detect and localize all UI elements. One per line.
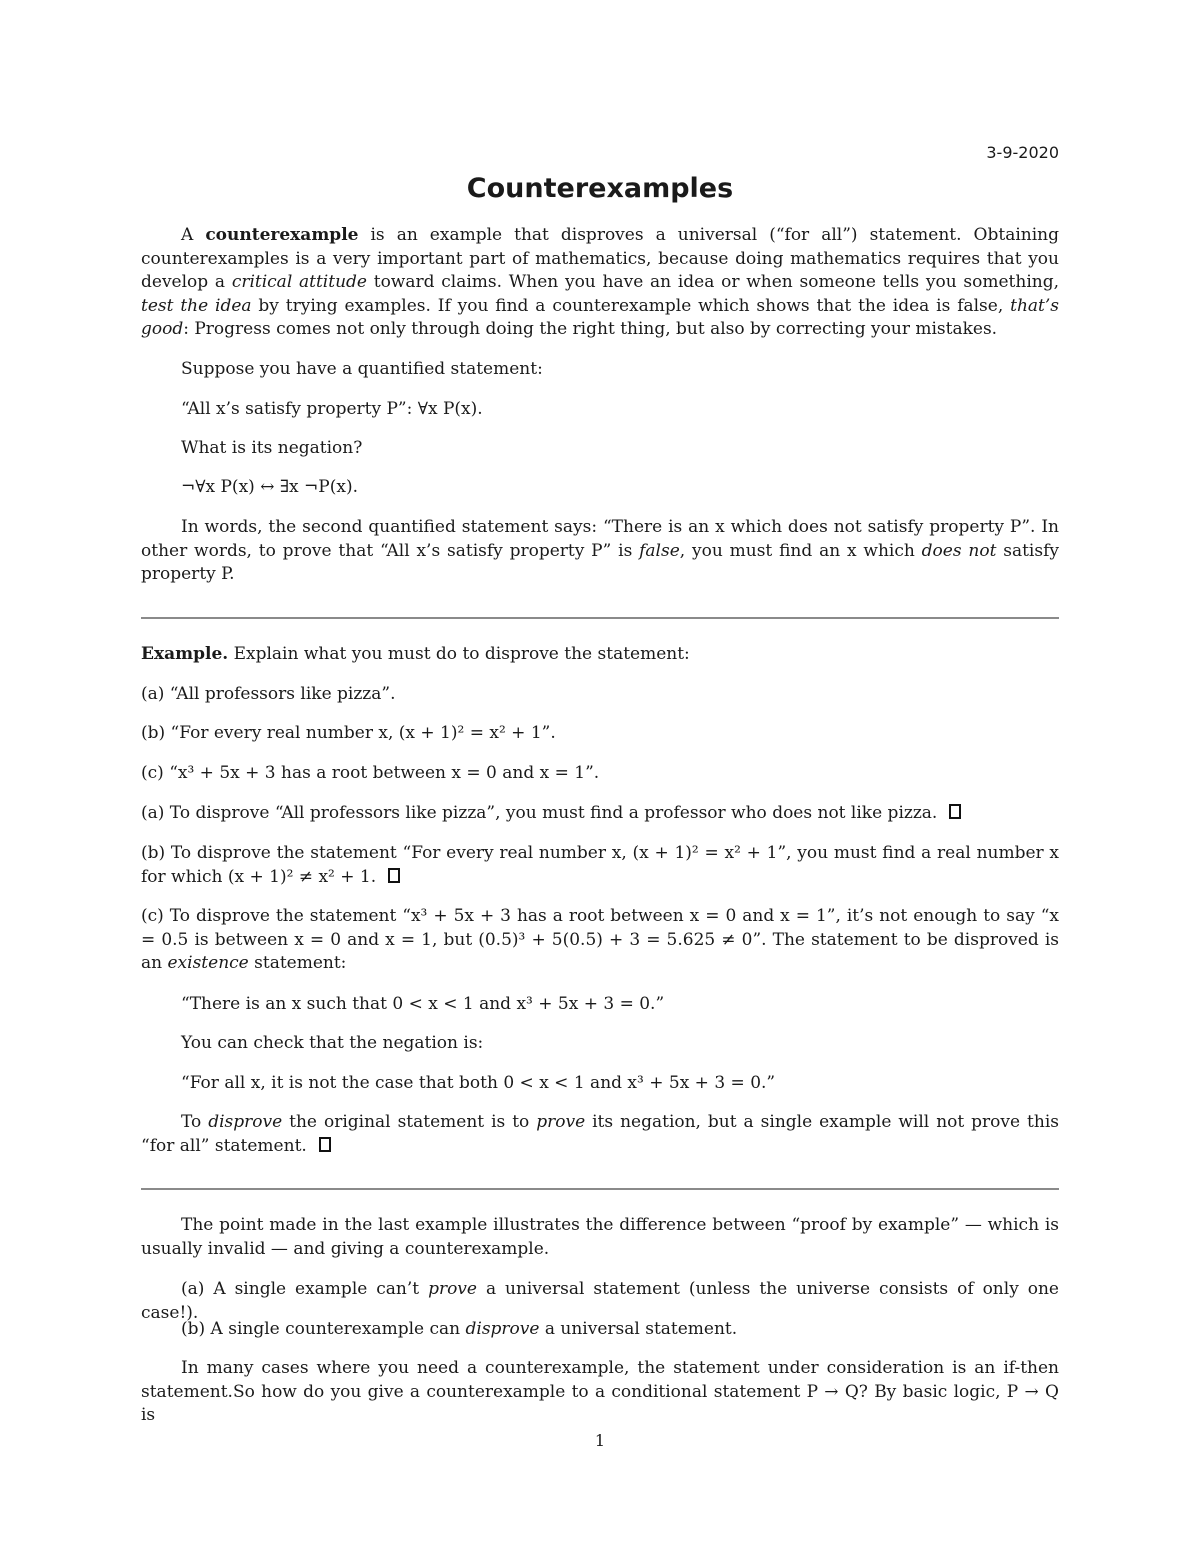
conclusion-paragraph: To disprove the original statement is to prove its negation, but a single example will not prove this “for all” statement. xyxy=(141,1112,1059,1156)
qed-icon xyxy=(319,1137,331,1152)
point-b: (b) A single counterexample can disprove a universal statement. xyxy=(181,1319,738,1339)
text-line: Suppose you have a quantified statement: xyxy=(181,359,543,379)
qed-icon xyxy=(949,804,961,819)
text-line: What is its negation? xyxy=(181,438,363,458)
point-a: (a) A single example can’t prove a universal statement (unless the universe consists of only one case!). xyxy=(141,1279,1059,1323)
explanation-paragraph: In words, the second quantified statement says: “There is an x which does not satisfy property P”. In other words, to prove that “All x’s satisfy property P” is false, you must find an x which does not satisfy property P. xyxy=(141,517,1059,584)
solution-c: (c) To disprove the statement “x³ + 5x + 3 has a root between x = 0 and x = 1”, it’s not enough to say “x = 0.5 is between x = 0 and x = 1, but (0.5)³ + 5(0.5) + 3 = 5.625 ≠ 0”. The statement to be disproved is an existence statement: xyxy=(141,906,1059,973)
intro-paragraph: A counterexample is an example that disproves a universal (“for all”) statement. Obtaining counterexamples is a very important part of mathematics, because doing mathematics requires that you develop a critical attitude toward claims. When you have an idea or when someone tells you something, test the idea by trying examples. If you find a counterexample which shows that the idea is false, that’s good: Progress comes not only through doing the right thing, but also by correcting your mistakes. xyxy=(141,225,1060,339)
formula-line: ¬∀x P(x) ↔ ∃x ¬P(x). xyxy=(181,477,358,497)
existence-statement: “There is an x such that 0 < x < 1 and x³ + 5x + 3 = 0.” xyxy=(181,994,665,1014)
conditional-paragraph: In many cases where you need a counterexample, the statement under consideration is an if-then statement.So how do you give a counterexample to a conditional statement P → Q? By basic logic, P → Q is xyxy=(141,1358,1059,1425)
document-page xyxy=(141,0,1059,1553)
text-line: You can check that the negation is: xyxy=(181,1033,484,1053)
solution-a: (a) To disprove “All professors like pizza”, you must find a professor who does not like pizza. xyxy=(141,802,1059,826)
negation-statement: “For all x, it is not the case that both 0 < x < 1 and x³ + 5x + 3 = 0.” xyxy=(181,1073,776,1093)
question-b: (b) “For every real number x, (x + 1)² = x² + 1”. xyxy=(141,723,556,743)
formula-line: “All x’s satisfy property P”: ∀x P(x). xyxy=(181,399,483,419)
question-a: (a) “All professors like pizza”. xyxy=(141,684,396,704)
closing-paragraph: The point made in the last example illustrates the difference between “proof by example” — which is usually invalid — and giving a counterexample. xyxy=(141,1215,1059,1259)
section-divider xyxy=(141,617,1059,619)
page-title: Counterexamples xyxy=(466,173,734,204)
qed-icon xyxy=(388,868,400,883)
term-counterexample: counterexample xyxy=(205,225,359,245)
question-c: (c) “x³ + 5x + 3 has a root between x = 0 and x = 1”. xyxy=(141,763,600,783)
section-divider xyxy=(141,1188,1059,1190)
solution-b: (b) To disprove the statement “For every real number x, (x + 1)² = x² + 1”, you must find a real number x for which (x + 1)² ≠ x² + 1. xyxy=(141,843,1059,887)
date: 3-9-2020 xyxy=(986,143,1059,162)
page-number: 1 xyxy=(594,1431,606,1450)
example-heading: Example. Explain what you must do to disprove the statement: xyxy=(141,644,690,664)
